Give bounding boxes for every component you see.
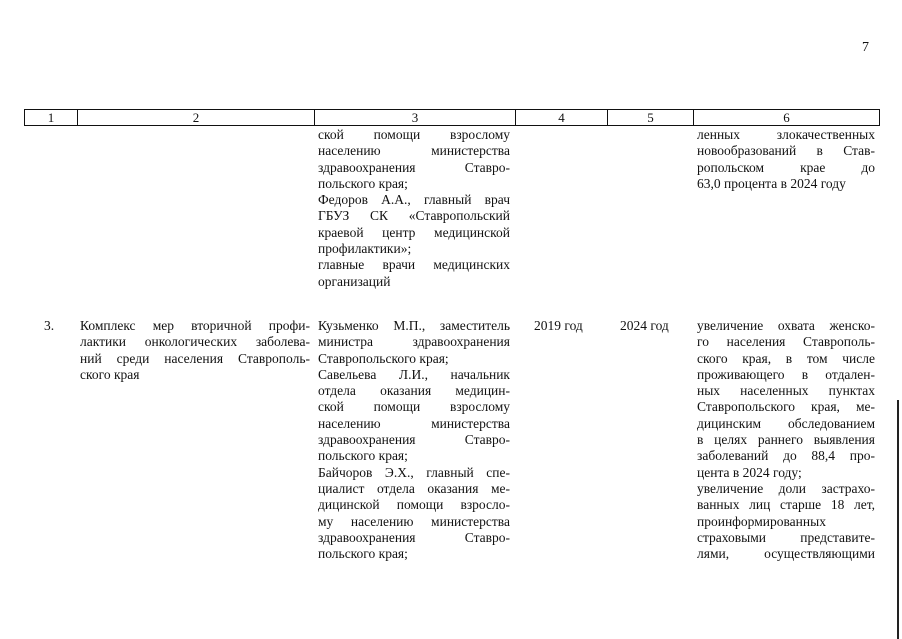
text-line: ропольском крае до bbox=[697, 159, 875, 175]
text-line: Комплекс мер вторичной профи- bbox=[80, 318, 310, 333]
text-line: го населения Ставрополь- bbox=[697, 334, 875, 350]
text-line: Байчоров Э.Х., главный спе- bbox=[318, 464, 510, 480]
text-line: ленных злокачественных bbox=[697, 127, 875, 142]
text-line: министра здравоохранения bbox=[318, 334, 510, 350]
text-line: циалист отдела оказания ме- bbox=[318, 480, 510, 496]
text-line: отдела оказания медицин- bbox=[318, 383, 510, 399]
text-line: проинформированных bbox=[697, 513, 826, 529]
responsible-cell bbox=[318, 318, 510, 562]
text-line: ской помощи взрослому bbox=[318, 127, 510, 142]
table-header-row bbox=[24, 109, 880, 126]
text-line: здравоохранения Ставро- bbox=[318, 529, 510, 545]
text-line: организаций bbox=[318, 273, 391, 289]
text-line: ского края bbox=[80, 366, 140, 382]
start-year: 2019 год bbox=[534, 318, 583, 333]
text-line: проживающего в отдален- bbox=[697, 366, 875, 382]
text-line: польского края; bbox=[318, 448, 408, 464]
page-number: 7 bbox=[862, 40, 869, 55]
header-col-1: 1 bbox=[47, 110, 55, 125]
measure-title-cell bbox=[80, 318, 310, 383]
text-line: здравоохранения Ставро- bbox=[318, 432, 510, 448]
scan-edge-line bbox=[897, 400, 899, 639]
header-col-2: 2 bbox=[77, 110, 314, 125]
continued-result-cell bbox=[697, 127, 875, 192]
header-col-3: 3 bbox=[314, 110, 515, 125]
text-line: новообразований в Став- bbox=[697, 143, 875, 159]
row-number: 3. bbox=[44, 318, 55, 333]
end-year: 2024 год bbox=[620, 318, 669, 333]
text-line: цента в 2024 году; bbox=[697, 464, 802, 480]
text-line: в целях раннего выявления bbox=[697, 432, 875, 448]
text-line: ской помощи взрослому bbox=[318, 399, 510, 415]
text-line: профилактики»; bbox=[318, 241, 412, 257]
text-line: увеличение охвата женско- bbox=[697, 318, 875, 333]
text-line: Ставропольского края; bbox=[318, 350, 449, 366]
text-line: дицинским обследованием bbox=[697, 415, 875, 431]
header-col-6: 6 bbox=[693, 110, 879, 125]
header-col-4: 4 bbox=[515, 110, 607, 125]
text-line: Федоров А.А., главный врач bbox=[318, 192, 510, 208]
text-line: увеличение доли застрахо- bbox=[697, 480, 875, 496]
text-line: дицинской помощи взросло- bbox=[318, 497, 510, 513]
text-line: ний среди населения Ставрополь- bbox=[80, 350, 310, 366]
text-line: Ставропольского края, ме- bbox=[697, 399, 875, 415]
text-line: главные врачи медицинских bbox=[318, 257, 510, 273]
text-line: му населению министерства bbox=[318, 513, 510, 529]
result-cell bbox=[697, 318, 875, 562]
text-line: краевой центр медицинской bbox=[318, 224, 510, 240]
text-line: ных населенных пунктах bbox=[697, 383, 875, 399]
text-line: заболеваний до 88,4 про- bbox=[697, 448, 875, 464]
text-line: лактики онкологических заболева- bbox=[80, 334, 310, 350]
header-col-5: 5 bbox=[607, 110, 693, 125]
text-line: Савельева Л.И., начальник bbox=[318, 366, 510, 382]
text-line: польского края; bbox=[318, 175, 408, 191]
text-line: ГБУЗ СК «Ставропольский bbox=[318, 208, 510, 224]
text-line: 63,0 процента в 2024 году bbox=[697, 175, 846, 191]
text-line: ванных лиц старше 18 лет, bbox=[697, 497, 875, 513]
text-line: ского края, в том числе bbox=[697, 350, 875, 366]
text-line: здравоохранения Ставро- bbox=[318, 159, 510, 175]
text-line: населению министерства bbox=[318, 415, 510, 431]
text-line: Кузьменко М.П., заместитель bbox=[318, 318, 510, 333]
continued-responsible-cell bbox=[318, 127, 510, 290]
text-line: страховыми представите- bbox=[697, 529, 875, 545]
text-line: населению министерства bbox=[318, 143, 510, 159]
text-line: польского края; bbox=[318, 546, 408, 562]
text-line: лями, осуществляющими bbox=[697, 546, 875, 562]
